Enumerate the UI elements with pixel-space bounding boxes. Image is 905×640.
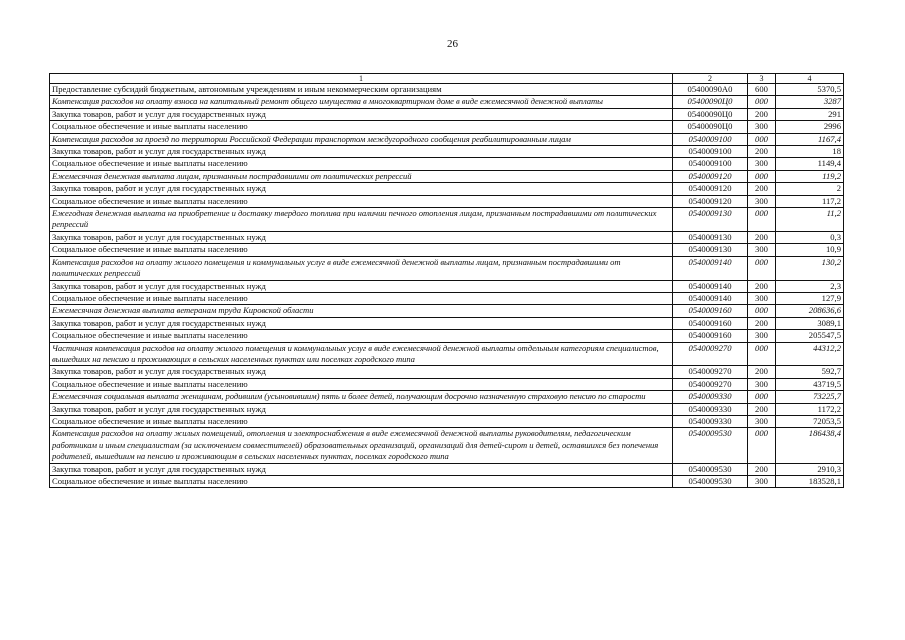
header-kind: 3 [748, 74, 776, 84]
row-name-cell: Закупка товаров, работ и услуг для государственных нужд [50, 280, 673, 292]
row-code-cell: 0540009130 [673, 244, 748, 256]
table-row [50, 428, 844, 463]
row-code-cell: 0540009330 [673, 391, 748, 403]
row-name-cell: Закупка товаров, работ и услуг для государственных нужд [50, 403, 673, 415]
row-kind-cell: 000 [748, 208, 776, 232]
row-kind-cell: 000 [748, 256, 776, 280]
row-sum-cell: 208636,6 [776, 305, 844, 317]
row-code-cell: 0540009270 [673, 342, 748, 366]
row-name-cell: Закупка товаров, работ и услуг для государственных нужд [50, 366, 673, 378]
row-code-cell: 0540009160 [673, 305, 748, 317]
row-kind-cell: 200 [748, 280, 776, 292]
row-sum-cell: 205547,5 [776, 330, 844, 342]
row-sum-cell: 2,3 [776, 280, 844, 292]
row-sum-cell: 3089,1 [776, 317, 844, 329]
table-row [50, 476, 844, 488]
row-sum-cell: 186438,4 [776, 428, 844, 463]
budget-table [49, 73, 844, 488]
row-sum-cell: 2910,3 [776, 463, 844, 475]
row-code-cell: 0540009130 [673, 231, 748, 243]
row-name-cell: Предоставление субсидий бюджетным, автономным учреждениям и иным некоммерческим организациям [50, 84, 673, 96]
row-kind-cell: 200 [748, 366, 776, 378]
table-row [50, 146, 844, 158]
row-code-cell: 0540009100 [673, 133, 748, 145]
row-sum-cell: 44312,2 [776, 342, 844, 366]
row-kind-cell: 000 [748, 96, 776, 108]
row-name-cell: Компенсация расходов на оплату жилых помещений, отопления и электроснабжения в виде ежемесячной денежной выплаты руководителям, педагогическим работникам и иным специалистам (за исключением совместителей) образовательных организаций, организаций для детей-сирот и детей, оставшихся без попечения родителей, вышедшим на пенсию и проживающим в сельских населенных пунктах, поселках городского типа [50, 428, 673, 463]
row-name-cell: Социальное обеспечение и иные выплаты населению [50, 158, 673, 170]
row-code-cell: 0540009160 [673, 330, 748, 342]
row-name-cell: Ежегодная денежная выплата на приобретение и доставку твердого топлива при наличии печного отопления лицам, признанным пострадавшими от политических репрессий [50, 208, 673, 232]
table-row [50, 244, 844, 256]
row-sum-cell: 10,9 [776, 244, 844, 256]
table-body [50, 84, 844, 488]
table-row [50, 415, 844, 427]
header-code: 2 [673, 74, 748, 84]
row-sum-cell: 43719,5 [776, 378, 844, 390]
row-code-cell: 0540009530 [673, 428, 748, 463]
row-kind-cell: 000 [748, 428, 776, 463]
table-row [50, 256, 844, 280]
row-sum-cell: 0,3 [776, 231, 844, 243]
row-sum-cell: 72053,5 [776, 415, 844, 427]
row-kind-cell: 200 [748, 108, 776, 120]
table-row [50, 158, 844, 170]
row-name-cell: Социальное обеспечение и иные выплаты населению [50, 121, 673, 133]
row-sum-cell: 127,9 [776, 292, 844, 304]
row-kind-cell: 300 [748, 378, 776, 390]
row-name-cell: Социальное обеспечение и иные выплаты населению [50, 476, 673, 488]
row-code-cell: 0540009100 [673, 146, 748, 158]
row-kind-cell: 300 [748, 292, 776, 304]
row-name-cell: Социальное обеспечение и иные выплаты населению [50, 378, 673, 390]
table-row [50, 96, 844, 108]
row-kind-cell: 600 [748, 84, 776, 96]
table-row [50, 305, 844, 317]
row-code-cell: 0540009120 [673, 170, 748, 182]
row-name-cell: Компенсация расходов за проезд по территории Российской Федерации транспортом междугородного сообщения реабилитированным лицам [50, 133, 673, 145]
row-code-cell: 0540009160 [673, 317, 748, 329]
row-sum-cell: 1172,2 [776, 403, 844, 415]
row-sum-cell: 11,2 [776, 208, 844, 232]
row-code-cell: 0540009530 [673, 463, 748, 475]
row-code-cell: 0540009140 [673, 256, 748, 280]
row-code-cell: 0540009330 [673, 403, 748, 415]
row-name-cell: Закупка товаров, работ и услуг для государственных нужд [50, 146, 673, 158]
row-kind-cell: 300 [748, 330, 776, 342]
row-sum-cell: 73225,7 [776, 391, 844, 403]
row-kind-cell: 200 [748, 231, 776, 243]
row-code-cell: 0540009120 [673, 195, 748, 207]
row-name-cell: Закупка товаров, работ и услуг для государственных нужд [50, 108, 673, 120]
row-sum-cell: 130,2 [776, 256, 844, 280]
row-kind-cell: 200 [748, 183, 776, 195]
row-name-cell: Ежемесячная социальная выплата женщинам, родившим (усыновившим) пять и более детей, получающим досрочно назначенную страховую пенсию по старости [50, 391, 673, 403]
row-code-cell: 0540009120 [673, 183, 748, 195]
row-name-cell: Ежемесячная денежная выплата ветеранам труда Кировской области [50, 305, 673, 317]
table-row [50, 292, 844, 304]
row-sum-cell: 2996 [776, 121, 844, 133]
table-row [50, 330, 844, 342]
table-row [50, 342, 844, 366]
row-kind-cell: 300 [748, 244, 776, 256]
row-name-cell: Закупка товаров, работ и услуг для государственных нужд [50, 463, 673, 475]
row-kind-cell: 300 [748, 195, 776, 207]
table-row [50, 280, 844, 292]
row-sum-cell: 117,2 [776, 195, 844, 207]
row-name-cell: Социальное обеспечение и иные выплаты населению [50, 195, 673, 207]
table-row [50, 208, 844, 232]
row-name-cell: Социальное обеспечение и иные выплаты населению [50, 244, 673, 256]
row-kind-cell: 300 [748, 158, 776, 170]
row-kind-cell: 300 [748, 121, 776, 133]
row-name-cell: Частичная компенсация расходов на оплату жилого помещения и коммунальных услуг в виде ежемесячной денежной выплаты отдельным категориям специалистов, вышедших на пенсию и проживающих в сельских населенных пунктах или поселках городского типа [50, 342, 673, 366]
row-sum-cell: 1149,4 [776, 158, 844, 170]
row-name-cell: Социальное обеспечение и иные выплаты населению [50, 415, 673, 427]
row-kind-cell: 000 [748, 342, 776, 366]
table-row [50, 84, 844, 96]
row-sum-cell: 18 [776, 146, 844, 158]
row-kind-cell: 200 [748, 403, 776, 415]
table-header-row [50, 74, 844, 84]
row-code-cell: 0540009530 [673, 476, 748, 488]
row-code-cell: 05400090Ц0 [673, 121, 748, 133]
row-sum-cell: 592,7 [776, 366, 844, 378]
row-sum-cell: 3287 [776, 96, 844, 108]
row-name-cell: Ежемесячная денежная выплата лицам, признанным пострадавшими от политических репрессий [50, 170, 673, 182]
row-code-cell: 0540009130 [673, 208, 748, 232]
row-sum-cell: 2 [776, 183, 844, 195]
row-sum-cell: 183528,1 [776, 476, 844, 488]
row-code-cell: 0540009270 [673, 378, 748, 390]
row-sum-cell: 291 [776, 108, 844, 120]
row-code-cell: 0540009100 [673, 158, 748, 170]
row-code-cell: 0540009330 [673, 415, 748, 427]
row-kind-cell: 300 [748, 415, 776, 427]
row-code-cell: 05400090Ц0 [673, 96, 748, 108]
page-number: 26 [447, 38, 458, 50]
row-name-cell: Компенсация расходов на оплату жилого помещения и коммунальных услуг в виде ежемесячной денежной выплаты лицам, признанным пострадавшими от политических репрессий [50, 256, 673, 280]
row-kind-cell: 000 [748, 391, 776, 403]
row-kind-cell: 000 [748, 133, 776, 145]
row-sum-cell: 1167,4 [776, 133, 844, 145]
row-name-cell: Социальное обеспечение и иные выплаты населению [50, 292, 673, 304]
header-sum: 4 [776, 74, 844, 84]
row-kind-cell: 300 [748, 476, 776, 488]
row-kind-cell: 000 [748, 170, 776, 182]
table-row [50, 183, 844, 195]
row-kind-cell: 200 [748, 463, 776, 475]
row-code-cell: 0540009140 [673, 292, 748, 304]
row-name-cell: Компенсация расходов на оплату взноса на капитальный ремонт общего имущества в многоквартирном доме в виде ежемесячной денежной выплаты [50, 96, 673, 108]
row-name-cell: Закупка товаров, работ и услуг для государственных нужд [50, 317, 673, 329]
table-row [50, 133, 844, 145]
table-row [50, 108, 844, 120]
row-name-cell: Социальное обеспечение и иные выплаты населению [50, 330, 673, 342]
header-name: 1 [50, 74, 673, 84]
row-kind-cell: 200 [748, 146, 776, 158]
table-row [50, 391, 844, 403]
row-name-cell: Закупка товаров, работ и услуг для государственных нужд [50, 231, 673, 243]
row-code-cell: 05400090Ц0 [673, 108, 748, 120]
row-sum-cell: 5370,5 [776, 84, 844, 96]
table-row [50, 121, 844, 133]
row-code-cell: 0540009140 [673, 280, 748, 292]
table-row [50, 317, 844, 329]
row-sum-cell: 119,2 [776, 170, 844, 182]
row-code-cell: 05400090А0 [673, 84, 748, 96]
table-row [50, 195, 844, 207]
table-row [50, 403, 844, 415]
row-kind-cell: 000 [748, 305, 776, 317]
row-name-cell: Закупка товаров, работ и услуг для государственных нужд [50, 183, 673, 195]
table-row [50, 378, 844, 390]
table-row [50, 366, 844, 378]
row-code-cell: 0540009270 [673, 366, 748, 378]
table-row [50, 170, 844, 182]
table-row [50, 463, 844, 475]
row-kind-cell: 200 [748, 317, 776, 329]
table-row [50, 231, 844, 243]
